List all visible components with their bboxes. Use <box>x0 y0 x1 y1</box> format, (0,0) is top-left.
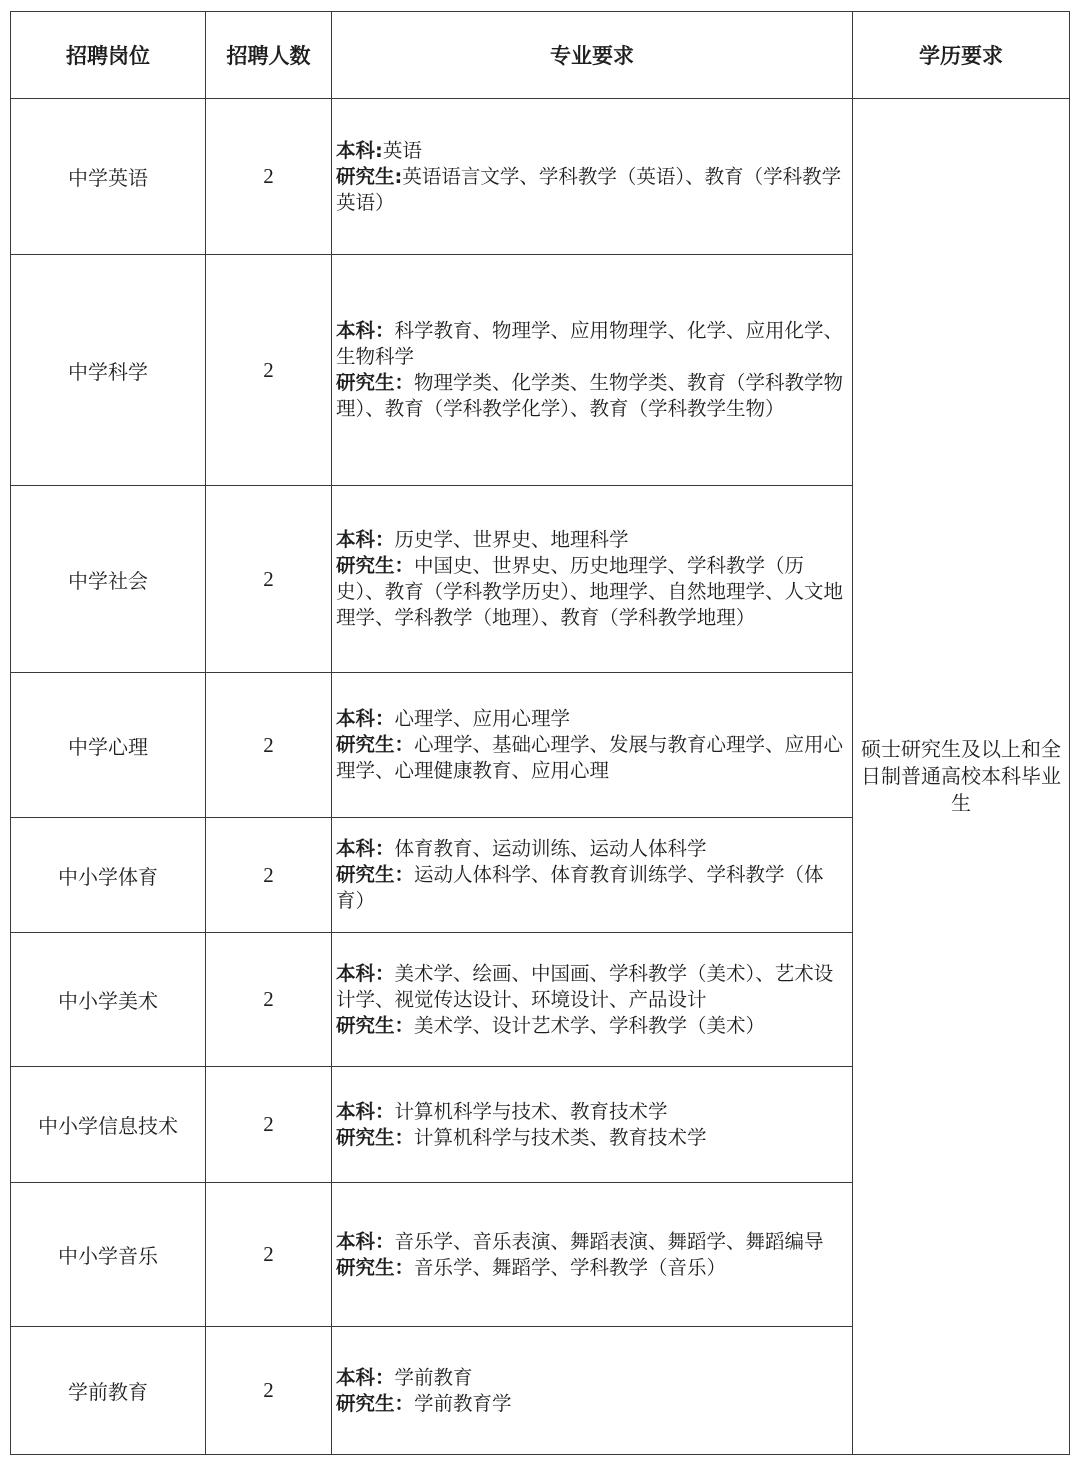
undergrad-majors: 历史学、世界史、地理科学 <box>394 528 629 551</box>
recruitment-table <box>10 11 1070 1455</box>
grad-requirement <box>336 1013 848 1039</box>
undergrad-majors: 科学教育、物理学、应用物理学、化学、应用化学、生物科学 <box>336 319 844 368</box>
undergrad-majors: 美术学、绘画、中国画、学科教学（美术）、艺术设计学、视觉传达设计、环境设计、产品设计 <box>336 961 834 1011</box>
undergrad-label: 本科： <box>336 319 395 342</box>
undergrad-majors: 学前教育 <box>394 1365 473 1389</box>
grad-majors: 心理学、基础心理学、发展与教育心理学、应用心理学、心理健康教育、应用心理 <box>336 733 844 782</box>
undergrad-requirement <box>336 527 848 553</box>
major-requirement-cell <box>332 1327 853 1455</box>
count-cell: 2 <box>206 673 332 818</box>
grad-label: 研究生: <box>336 164 403 188</box>
grad-majors: 运动人体科学、体育教育训练学、学科教学（体育） <box>336 863 824 912</box>
grad-majors: 音乐学、舞蹈学、学科教学（音乐） <box>414 1255 727 1279</box>
position-cell: 中学心理 <box>11 673 206 818</box>
undergrad-requirement <box>336 138 848 164</box>
undergrad-majors: 体育教育、运动训练、运动人体科学 <box>394 837 707 860</box>
education-requirement-cell: 硕士研究生及以上和全日制普通高校本科毕业生 <box>853 99 1070 1455</box>
grad-majors: 美术学、设计艺术学、学科教学（美术） <box>414 1013 766 1037</box>
position-cell: 中小学音乐 <box>11 1183 206 1327</box>
header-count: 招聘人数 <box>206 12 332 99</box>
undergrad-majors: 英语 <box>382 138 422 162</box>
major-requirement-cell <box>332 1183 853 1327</box>
grad-label: 研究生： <box>336 1013 415 1037</box>
undergrad-requirement <box>336 1365 848 1391</box>
grad-requirement <box>336 1391 848 1417</box>
table-body <box>11 99 1070 1455</box>
count-cell: 2 <box>206 1183 332 1327</box>
undergrad-label: 本科： <box>336 528 395 551</box>
undergrad-majors: 音乐学、音乐表演、舞蹈表演、舞蹈学、舞蹈编导 <box>394 1229 824 1253</box>
grad-label: 研究生： <box>336 733 415 756</box>
undergrad-majors: 心理学、应用心理学 <box>394 707 571 730</box>
major-requirement-cell <box>332 933 853 1067</box>
undergrad-requirement <box>336 318 848 370</box>
major-requirement-cell <box>332 818 853 933</box>
count-cell: 2 <box>206 1327 332 1455</box>
major-requirement-cell <box>332 1067 853 1183</box>
position-cell: 中小学信息技术 <box>11 1067 206 1183</box>
header-education: 学历要求 <box>853 12 1070 99</box>
grad-label: 研究生： <box>336 1391 415 1415</box>
grad-requirement <box>336 862 848 914</box>
grad-majors: 英语语言文学、学科教学（英语）、教育（学科教学英语） <box>336 164 842 214</box>
grad-requirement <box>336 164 848 216</box>
major-requirement-cell <box>332 255 853 486</box>
undergrad-label: 本科： <box>336 707 395 730</box>
undergrad-label: 本科： <box>336 1365 395 1389</box>
grad-label: 研究生： <box>336 1125 415 1149</box>
count-cell: 2 <box>206 818 332 933</box>
undergrad-requirement <box>336 961 848 1013</box>
grad-majors: 物理学类、化学类、生物学类、教育（学科教学物理）、教育（学科教学化学）、教育（学科教学生物） <box>336 371 844 420</box>
major-requirement-cell <box>332 673 853 818</box>
undergrad-label: 本科： <box>336 1229 395 1253</box>
grad-requirement <box>336 370 848 422</box>
undergrad-label: 本科： <box>336 961 395 985</box>
position-cell: 中学社会 <box>11 486 206 673</box>
count-cell: 2 <box>206 1067 332 1183</box>
grad-requirement <box>336 553 848 631</box>
grad-label: 研究生： <box>336 1255 415 1279</box>
undergrad-label: 本科: <box>336 138 383 162</box>
undergrad-majors: 计算机科学与技术、教育技术学 <box>394 1099 668 1123</box>
position-cell: 中小学美术 <box>11 933 206 1067</box>
grad-majors: 计算机科学与技术类、教育技术学 <box>414 1125 707 1149</box>
grad-label: 研究生： <box>336 554 415 577</box>
count-cell: 2 <box>206 486 332 673</box>
header-position: 招聘岗位 <box>11 12 206 99</box>
table-header-row <box>11 12 1070 99</box>
grad-requirement <box>336 732 848 784</box>
position-cell: 学前教育 <box>11 1327 206 1455</box>
count-cell: 2 <box>206 255 332 486</box>
undergrad-label: 本科： <box>336 1099 395 1123</box>
grad-majors: 中国史、世界史、历史地理学、学科教学（历史）、教育（学科教学历史）、地理学、自然地理学、人文地理学、学科教学（地理）、教育（学科教学地理） <box>336 554 844 629</box>
grad-label: 研究生： <box>336 863 415 886</box>
grad-majors: 学前教育学 <box>414 1391 512 1415</box>
major-requirement-cell <box>332 99 853 255</box>
grad-requirement <box>336 1125 848 1151</box>
count-cell: 2 <box>206 933 332 1067</box>
header-major: 专业要求 <box>332 12 853 99</box>
position-cell: 中小学体育 <box>11 818 206 933</box>
undergrad-requirement <box>336 706 848 732</box>
position-cell: 中学英语 <box>11 99 206 255</box>
undergrad-requirement <box>336 1229 848 1255</box>
undergrad-label: 本科： <box>336 837 395 860</box>
position-cell: 中学科学 <box>11 255 206 486</box>
grad-label: 研究生： <box>336 371 415 394</box>
grad-requirement <box>336 1255 848 1281</box>
undergrad-requirement <box>336 836 848 862</box>
major-requirement-cell <box>332 486 853 673</box>
count-cell: 2 <box>206 99 332 255</box>
undergrad-requirement <box>336 1099 848 1125</box>
table-row <box>11 99 1070 255</box>
